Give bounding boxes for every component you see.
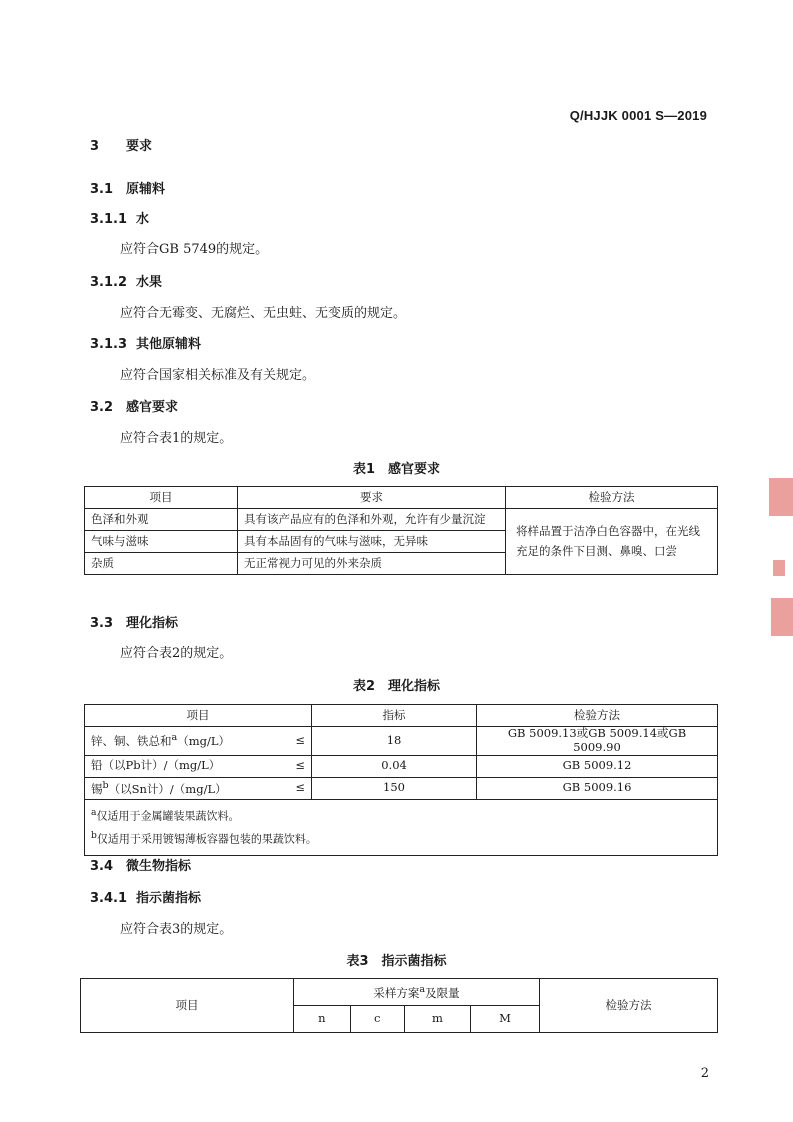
table-cell bbox=[85, 727, 260, 756]
table-cell: 具有本品固有的气味与滋味，无异味 bbox=[238, 531, 506, 553]
table-row bbox=[85, 755, 718, 777]
table-subheader: m bbox=[404, 1006, 470, 1033]
paragraph-3-1-3: 应符合国家相关标准及有关规定。 bbox=[120, 368, 316, 383]
table-cell: GB 5009.16 bbox=[477, 777, 718, 799]
page-number: 2 bbox=[700, 1066, 709, 1081]
table-header: 项目 bbox=[85, 487, 238, 509]
heading-number: 3 bbox=[90, 139, 100, 154]
table-cell bbox=[85, 777, 260, 799]
table-header-row bbox=[81, 979, 718, 1006]
paragraph-3-1-1: 应符合GB 5749的规定。 bbox=[120, 242, 269, 257]
table-indicator-bacteria bbox=[80, 978, 718, 1033]
footnote-text: 仅适用于金属罐装果蔬饮料。 bbox=[96, 809, 240, 823]
heading-title: 微生物指标 bbox=[126, 859, 192, 874]
document-code: Q/HJJK 0001 S—2019 bbox=[569, 108, 707, 123]
paragraph-3-2: 应符合表1的规定。 bbox=[120, 431, 233, 446]
footnote bbox=[91, 804, 711, 828]
paragraph-3-1-2: 应符合无霉变、无腐烂、无虫蛀、无变质的规定。 bbox=[120, 306, 407, 321]
table-notes bbox=[85, 799, 718, 855]
table-sensory bbox=[84, 486, 718, 575]
heading-3-1-3 bbox=[90, 333, 201, 352]
item-name: 铅（以Pb计）/（mg/L） bbox=[91, 758, 221, 773]
heading-3-2 bbox=[90, 396, 178, 415]
table-subheader: c bbox=[350, 1006, 404, 1033]
table-physicochemical bbox=[84, 704, 718, 856]
heading-3-1-1 bbox=[90, 208, 149, 227]
item-name: 锡 bbox=[91, 781, 103, 796]
stamp-fragment bbox=[771, 598, 793, 636]
table-cell: 具有该产品应有的色泽和外观，允许有少量沉淀 bbox=[238, 509, 506, 531]
heading-title: 其他原辅料 bbox=[136, 337, 202, 352]
footnote-mark: a bbox=[91, 806, 97, 818]
paragraph-3-3: 应符合表2的规定。 bbox=[120, 646, 233, 661]
footnote-mark: a bbox=[171, 732, 178, 744]
heading-number: 3.4 bbox=[90, 859, 114, 874]
stamp-fragment bbox=[773, 560, 785, 576]
table-header-row bbox=[85, 487, 718, 509]
table-cell: GB 5009.13或GB 5009.14或GB 5009.90 bbox=[477, 727, 718, 756]
footnote-mark: b bbox=[91, 830, 97, 842]
heading-number: 3.1 bbox=[90, 182, 114, 197]
heading-number: 3.1.3 bbox=[90, 337, 128, 352]
footnote bbox=[91, 827, 711, 851]
item-unit: （以Sn计）/（mg/L） bbox=[108, 781, 227, 796]
heading-3-1-2 bbox=[90, 271, 162, 290]
heading-title: 理化指标 bbox=[126, 616, 179, 631]
heading-title: 要求 bbox=[126, 139, 153, 154]
item-unit: （mg/L） bbox=[177, 734, 230, 749]
table-notes-row bbox=[85, 799, 718, 855]
table-header: 要求 bbox=[238, 487, 506, 509]
footnote-mark: a bbox=[419, 983, 426, 995]
heading-title: 水果 bbox=[136, 275, 163, 290]
table-cell: 0.04 bbox=[312, 755, 477, 777]
stamp-fragment bbox=[769, 478, 793, 516]
table-header: 项目 bbox=[81, 979, 294, 1033]
table-row bbox=[85, 727, 718, 756]
table-header-row bbox=[85, 705, 718, 727]
heading-3-3 bbox=[90, 612, 178, 631]
table-cell: 杂质 bbox=[85, 553, 238, 575]
table-cell: 将样品置于洁净白色容器中，在光线充足的条件下目测、鼻嗅、口尝 bbox=[506, 509, 718, 575]
table-row bbox=[85, 777, 718, 799]
heading-3-4-1 bbox=[90, 887, 201, 906]
heading-3 bbox=[90, 135, 152, 154]
heading-title: 水 bbox=[136, 212, 150, 227]
table-header: 检验方法 bbox=[477, 705, 718, 727]
table-cell bbox=[85, 755, 260, 777]
table-cell: 无正常视力可见的外来杂质 bbox=[238, 553, 506, 575]
table-cell: 18 bbox=[312, 727, 477, 756]
table-cell: GB 5009.12 bbox=[477, 755, 718, 777]
table2-caption: 表2 理化指标 bbox=[352, 679, 441, 694]
footnote-text: 仅适用于采用镀锡薄板容器包装的果蔬饮料。 bbox=[96, 832, 317, 846]
heading-number: 3.2 bbox=[90, 400, 114, 415]
table-cell: 色泽和外观 bbox=[85, 509, 238, 531]
heading-3-4 bbox=[90, 855, 191, 874]
heading-title: 感官要求 bbox=[126, 400, 179, 415]
plan-header: 采样方案 bbox=[373, 985, 420, 1000]
plan-suffix: 及限量 bbox=[425, 985, 460, 1000]
footnote-mark: b bbox=[102, 779, 109, 791]
heading-3-1 bbox=[90, 178, 165, 197]
table-subheader: n bbox=[294, 1006, 351, 1033]
table-header: 指标 bbox=[312, 705, 477, 727]
table-cell: ≤ bbox=[259, 727, 312, 756]
table-cell: ≤ bbox=[259, 755, 312, 777]
table-header: 项目 bbox=[85, 705, 312, 727]
heading-title: 指示菌指标 bbox=[136, 891, 202, 906]
table-header bbox=[294, 979, 540, 1006]
table1-caption: 表1 感官要求 bbox=[352, 462, 441, 477]
paragraph-3-4-1: 应符合表3的规定。 bbox=[120, 922, 233, 937]
table-subheader: M bbox=[471, 1006, 540, 1033]
item-name: 锌、铜、铁总和 bbox=[91, 734, 172, 749]
table-header: 检验方法 bbox=[506, 487, 718, 509]
table-cell: ≤ bbox=[259, 777, 312, 799]
table-row bbox=[85, 509, 718, 531]
heading-number: 3.3 bbox=[90, 616, 114, 631]
table-cell: 气味与滋味 bbox=[85, 531, 238, 553]
table3-caption: 表3 指示菌指标 bbox=[346, 954, 447, 969]
heading-number: 3.1.2 bbox=[90, 275, 128, 290]
heading-title: 原辅料 bbox=[126, 182, 166, 197]
heading-number: 3.4.1 bbox=[90, 891, 128, 906]
table-cell: 150 bbox=[312, 777, 477, 799]
table-header: 检验方法 bbox=[540, 979, 718, 1033]
heading-number: 3.1.1 bbox=[90, 212, 128, 227]
